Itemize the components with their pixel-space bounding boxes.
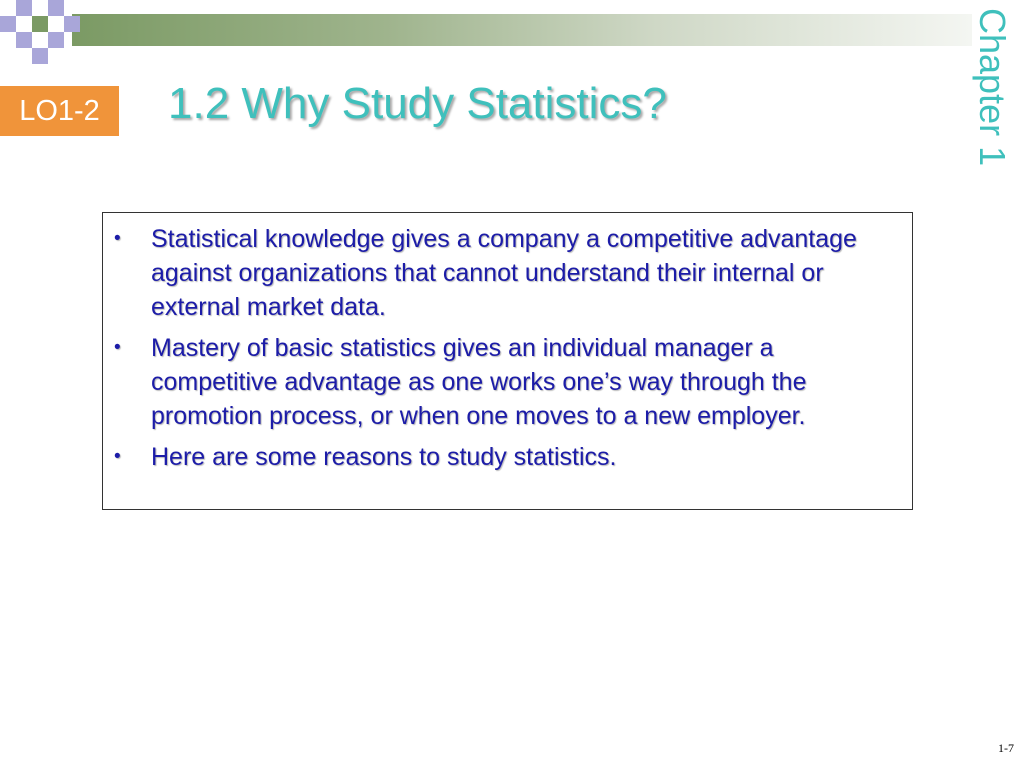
slide-number: 1-7 bbox=[998, 741, 1014, 755]
corner-square bbox=[48, 0, 64, 16]
corner-square bbox=[16, 0, 32, 16]
bullet-list bbox=[103, 213, 912, 474]
bullet-text: Statistical knowledge gives a company a competitive advantage against organizations that cannot understand their internal or external market data. bbox=[151, 225, 857, 321]
header-gradient-bar bbox=[72, 14, 972, 46]
corner-square bbox=[0, 16, 16, 32]
corner-square bbox=[16, 32, 32, 48]
bullet-text: Mastery of basic statistics gives an individual manager a competitive advantage as one works one’s way through the promotion process, or when one moves to a new employer. bbox=[151, 334, 807, 430]
bullet-marker: • bbox=[114, 337, 121, 358]
corner-square bbox=[64, 16, 80, 32]
bullet-item bbox=[103, 222, 904, 324]
bullet-item bbox=[103, 331, 904, 433]
content-box bbox=[102, 212, 913, 510]
chapter-label: Chapter 1 bbox=[972, 8, 1013, 167]
bullet-item bbox=[103, 440, 904, 474]
corner-square bbox=[48, 32, 64, 48]
corner-square bbox=[32, 16, 48, 32]
bullet-marker: • bbox=[114, 446, 121, 467]
learning-objective-badge: LO1-2 bbox=[0, 86, 119, 136]
corner-decoration bbox=[0, 0, 80, 64]
corner-square bbox=[32, 48, 48, 64]
bullet-text: Here are some reasons to study statistics. bbox=[151, 443, 617, 471]
bullet-marker: • bbox=[114, 228, 121, 249]
slide-title: 1.2 Why Study Statistics? bbox=[168, 79, 667, 128]
